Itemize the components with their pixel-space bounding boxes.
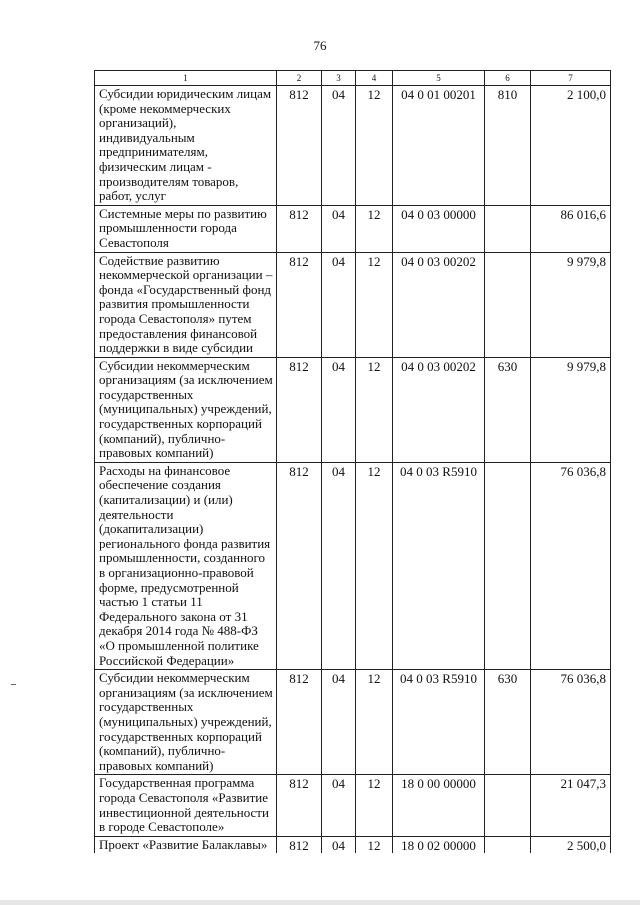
ved-cell: 812 [277,462,322,669]
amount-cell: 2 100,0 [531,86,611,206]
razdel-cell: 04 [322,86,356,206]
amount-cell: 9 979,8 [531,357,611,462]
ved-cell: 812 [277,357,322,462]
podrazdel-cell: 12 [356,836,393,853]
ved-cell: 812 [277,205,322,252]
vr-cell [485,252,531,357]
ved-cell: 812 [277,252,322,357]
scan-mark [11,684,16,685]
csr-cell: 04 0 01 00201 [393,86,485,206]
table-row [95,252,611,357]
vr-cell [485,205,531,252]
csr-cell: 04 0 03 R5910 [393,462,485,669]
csr-cell: 04 0 03 00202 [393,252,485,357]
amount-cell: 9 979,8 [531,252,611,357]
amount-cell: 76 036,8 [531,670,611,775]
ved-cell: 812 [277,670,322,775]
razdel-cell: 04 [322,836,356,853]
ved-cell: 812 [277,836,322,853]
csr-cell: 04 0 03 00000 [393,205,485,252]
ved-cell: 812 [277,775,322,836]
row-name-cell: Государственная программа города Севастополя «Развитие инвестиционной деятельности в городе Севастополе» [95,775,277,836]
podrazdel-cell: 12 [356,670,393,775]
podrazdel-cell: 12 [356,775,393,836]
row-name-cell: Системные меры по развитию промышленности города Севастополя [95,205,277,252]
csr-cell: 18 0 00 00000 [393,775,485,836]
table-row [95,775,611,836]
vr-cell: 810 [485,86,531,206]
row-name-cell: Расходы на финансовое обеспечение создания (капитализации) и (или) деятельности (докапитализации) регионального фонда развития промышленности, созданного в организационно-правовой форме, предусмотренной частью 1 статьи 11 Федерального закона от 31 декабря 2014 года № 488-ФЗ «О промышленной политике Российской Федерации» [95,462,277,669]
podrazdel-cell: 12 [356,252,393,357]
csr-cell: 18 0 02 00000 [393,836,485,853]
amount-cell: 86 016,6 [531,205,611,252]
vr-cell: 630 [485,357,531,462]
row-name-cell: Субсидии юридическим лицам (кроме некоммерческих организаций), индивидуальным предпринимателям, физическим лицам - производителям товаров, работ, услуг [95,86,277,206]
amount-cell: 21 047,3 [531,775,611,836]
csr-cell: 04 0 03 R5910 [393,670,485,775]
row-name-cell: Субсидии некоммерческим организациям (за исключением государственных (муниципальных) учреждений, государственных корпораций (компаний), публично-правовых компаний) [95,357,277,462]
budget-table [94,70,611,853]
table-row [95,670,611,775]
column-header-podrazdel: 4 [356,71,393,86]
razdel-cell: 04 [322,670,356,775]
razdel-cell: 04 [322,357,356,462]
table-row [95,462,611,669]
row-name-cell: Субсидии некоммерческим организациям (за исключением государственных (муниципальных) учреждений, государственных корпораций (компаний), публично-правовых компаний) [95,670,277,775]
razdel-cell: 04 [322,205,356,252]
column-header-ved: 2 [277,71,322,86]
razdel-cell: 04 [322,462,356,669]
podrazdel-cell: 12 [356,205,393,252]
vr-cell [485,775,531,836]
column-header-name: 1 [95,71,277,86]
amount-cell: 76 036,8 [531,462,611,669]
amount-cell: 2 500,0 [531,836,611,853]
razdel-cell: 04 [322,775,356,836]
podrazdel-cell: 12 [356,86,393,206]
table-row [95,357,611,462]
vr-cell [485,462,531,669]
razdel-cell: 04 [322,252,356,357]
column-header-vr: 6 [485,71,531,86]
column-header-summa: 7 [531,71,611,86]
ved-cell: 812 [277,86,322,206]
vr-cell [485,836,531,853]
row-name-cell: Проект «Развитие Балаклавы» [95,836,277,853]
table-row [95,86,611,206]
column-header-razdel: 3 [322,71,356,86]
column-number-row [95,71,611,86]
table-row [95,836,611,853]
vr-cell: 630 [485,670,531,775]
table-row [95,205,611,252]
row-name-cell: Содействие развитию некоммерческой организации – фонда «Государственный фонд развития промышленности города Севастополя» путем предоставления финансовой поддержки в виде субсидии [95,252,277,357]
page-bottom-edge [0,900,640,905]
csr-cell: 04 0 03 00202 [393,357,485,462]
column-header-csr: 5 [393,71,485,86]
podrazdel-cell: 12 [356,357,393,462]
podrazdel-cell: 12 [356,462,393,669]
page-number: 76 [313,38,327,53]
